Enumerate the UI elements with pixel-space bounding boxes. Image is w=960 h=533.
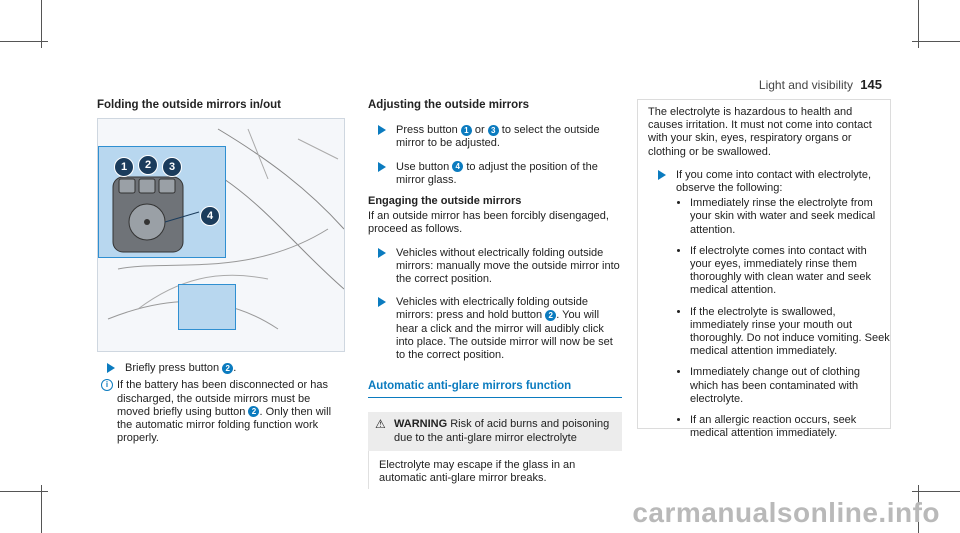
info-note <box>97 379 343 445</box>
warning-box <box>368 412 622 450</box>
warning-body: Electrolyte may escape if the glass in an automatic anti-glare mirror breaks. <box>368 451 622 489</box>
mirror-control-figure <box>97 118 345 352</box>
paragraph: If an outside mirror has been forcibly disengaged, proceed as follows. <box>368 210 609 236</box>
column-left <box>97 99 343 445</box>
crop-mark <box>0 491 48 492</box>
instruction-step <box>368 161 622 187</box>
column-right-warning-continued <box>637 99 891 440</box>
button-number-badge: 4 <box>452 161 463 172</box>
callout-4: 4 <box>200 206 220 226</box>
crop-mark <box>912 491 960 492</box>
section-heading: Folding the outside mirrors in/out <box>97 99 281 111</box>
button-number-badge: 2 <box>545 310 556 321</box>
note-text-end: . Only then will the automatic mirror folding function work properly. <box>117 405 332 445</box>
running-header <box>759 77 882 92</box>
step-arrow-icon <box>378 248 386 258</box>
section-title: Automatic anti-glare mirrors function <box>368 380 622 398</box>
step-text: Use button <box>396 160 450 173</box>
step-text: to adjust the position of the mirror glass. <box>396 160 598 186</box>
callout-3: 3 <box>162 157 182 177</box>
watermark: carmanualsonline.info <box>632 497 940 528</box>
step-text: Press button <box>396 124 458 137</box>
bullet-list <box>676 197 890 440</box>
info-icon: i <box>101 379 113 391</box>
step-arrow-icon <box>378 162 386 172</box>
section-heading: Adjusting the outside mirrors <box>368 99 530 111</box>
section-name: Light and visibility <box>758 78 853 92</box>
instruction-step <box>648 169 890 441</box>
column-middle <box>368 99 622 489</box>
step-arrow-icon <box>658 170 666 180</box>
step-text: Vehicles with electrically folding outside mirrors: press and hold button <box>396 296 588 322</box>
step-text-end: . <box>233 362 237 375</box>
list-item: • If an allergic reaction occurs, seek medical attention immediately. <box>690 414 890 440</box>
step-text: If you come into contact with electrolyte, observe the following: <box>676 168 872 195</box>
instruction-step <box>368 124 622 150</box>
paragraph: The electrolyte is hazardous to health and causes irritation. It must not come into contact with your skin, eyes, respiratory organs or clothing or be swallowed. <box>648 106 872 158</box>
switch-location-highlight <box>178 284 236 330</box>
step-arrow-icon <box>378 125 386 135</box>
warning-triangle-icon: ⚠ <box>375 417 386 432</box>
instruction-step <box>368 247 622 287</box>
step-text: . You will hear a click and the mirror will audibly click into place. The outside mirror will now be set to the correct position. <box>396 309 613 362</box>
step-text: Vehicles without electrically folding outside mirrors: manually move the outside mirror into the correct position. <box>396 246 620 286</box>
callout-2: 2 <box>138 155 158 175</box>
crop-mark <box>912 41 960 42</box>
step-arrow-icon <box>107 363 115 373</box>
step-text: to select the outside mirror to be adjusted. <box>396 124 600 150</box>
list-item: • If the electrolyte is swallowed, immediately rinse your mouth out thoroughly. Do not induce vomiting. Seek medical attention immediately. <box>690 306 890 359</box>
button-number-badge: 2 <box>222 363 233 374</box>
subsection-heading: Engaging the outside mirrors <box>368 195 522 208</box>
note-text: If the battery has been disconnected or has discharged, the outside mirrors must be moved briefly using button <box>117 379 328 418</box>
step-text: or <box>474 124 485 137</box>
warning-label: WARNING <box>394 418 448 431</box>
button-number-badge: 2 <box>248 406 259 417</box>
crop-mark <box>41 485 42 533</box>
list-item: • Immediately rinse the electrolyte from your skin with water and seek medical attention. <box>690 197 890 237</box>
list-item: • If electrolyte comes into contact with your eyes, immediately rinse them thoroughly with clean water and seek medical attention. <box>690 245 890 298</box>
list-item: • Immediately change out of clothing which has been contaminated with electrolyte. <box>690 366 890 406</box>
button-number-badge: 3 <box>488 125 499 136</box>
button-number-badge: 1 <box>461 125 472 136</box>
step-text: Briefly press button <box>125 362 220 375</box>
warning-text: Risk of acid burns and poisoning due to the anti-glare mirror electrolyte <box>394 418 610 444</box>
crop-mark <box>0 41 48 42</box>
instruction-step <box>368 296 622 362</box>
page-number: 145 <box>860 77 882 92</box>
step-arrow-icon <box>378 297 386 307</box>
callout-1: 1 <box>114 157 134 177</box>
instruction-step <box>97 362 343 375</box>
